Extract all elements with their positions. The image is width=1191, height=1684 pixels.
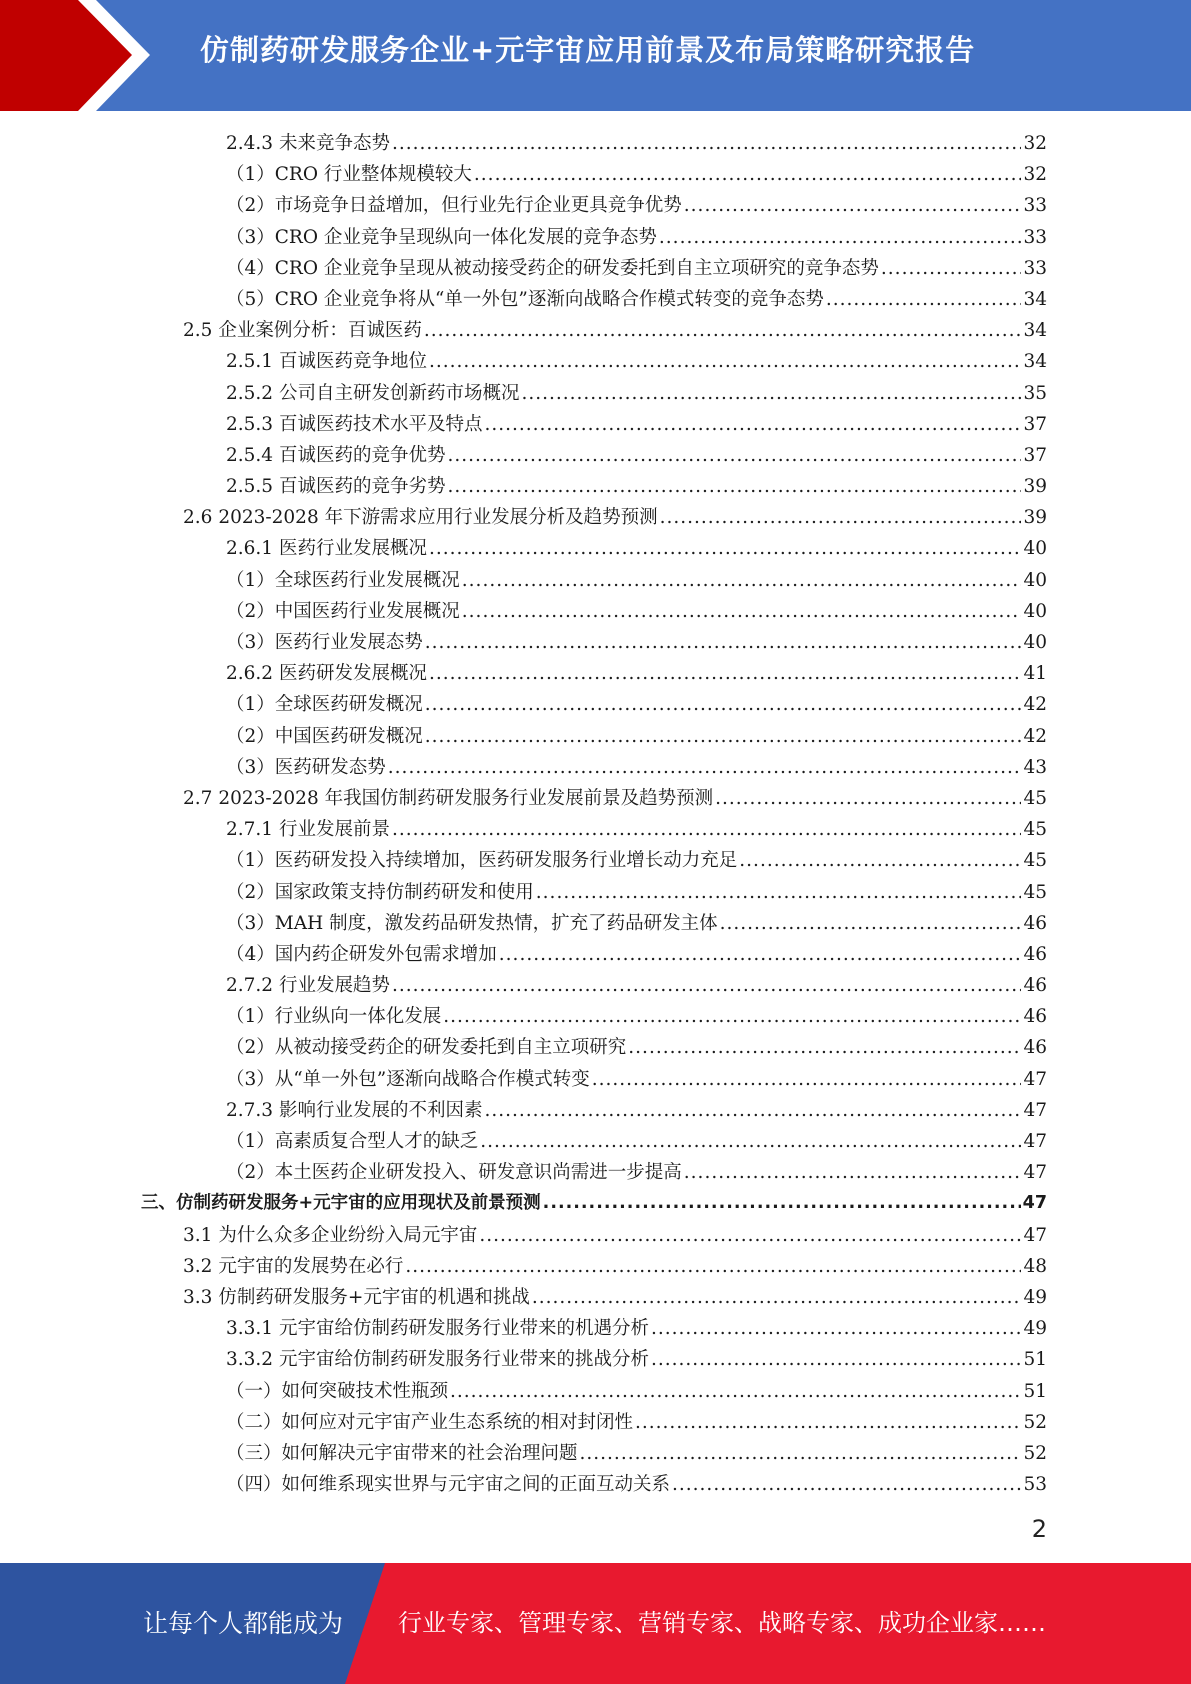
toc-leader-dots — [628, 1032, 1021, 1063]
toc-entry-number: （一） — [226, 1380, 282, 1402]
toc-leader-dots — [424, 315, 1022, 346]
toc-entry[interactable] — [0, 1251, 1047, 1282]
toc-entry-title: 如何应对元宇宙产业生态系统的相对封闭性 — [281, 1411, 634, 1433]
toc-leader-dots — [651, 1344, 1021, 1375]
toc-entry-page: 51 — [1023, 1349, 1047, 1371]
toc-entry-page: 37 — [1023, 413, 1047, 435]
toc-leader-dots — [479, 1220, 1021, 1251]
toc-entry-page: 49 — [1023, 1318, 1047, 1340]
toc-entry-page: 45 — [1023, 819, 1047, 841]
toc-entry-title: 行业发展前景 — [278, 819, 390, 841]
toc-entry-title: 企业案例分析：百诚医药 — [218, 320, 422, 342]
toc-entry-page: 48 — [1023, 1255, 1047, 1277]
toc-leader-dots — [429, 346, 1021, 377]
toc-entry-title: CRO 企业竞争将从“单一外包”逐渐向战略合作模式转变的竞争态势 — [274, 288, 824, 310]
toc-entry-number: （1） — [226, 1131, 275, 1152]
toc-entry-title: 市场竞争日益增加，但行业先行企业更具竞争优势 — [274, 195, 682, 217]
toc-entry-page: 35 — [1023, 382, 1047, 404]
toc-entry[interactable] — [0, 721, 1047, 752]
toc-entry-page: 51 — [1023, 1380, 1047, 1402]
toc-entry-page: 39 — [1023, 476, 1047, 498]
toc-entry-number: 2.5.2 — [226, 382, 279, 404]
toc-entry[interactable] — [0, 1282, 1047, 1313]
toc-entry[interactable] — [0, 1188, 1047, 1219]
toc-entry[interactable] — [0, 1469, 1047, 1500]
toc-entry-title: 医药行业发展态势 — [274, 632, 423, 653]
toc-leader-dots — [429, 533, 1021, 564]
toc-leader-dots — [651, 1313, 1021, 1344]
toc-entry[interactable] — [0, 1032, 1047, 1063]
toc-entry-number: （1） — [226, 694, 275, 716]
page-footer — [0, 1563, 1191, 1684]
toc-entry-title: 从“单一外包”逐渐向战略合作模式转变 — [274, 1068, 590, 1090]
footer-slogan-left: 让每个人都能成为 — [143, 1609, 344, 1638]
toc-leader-dots — [720, 908, 1022, 939]
toc-entry-page: 34 — [1023, 320, 1047, 342]
toc-entry-page: 53 — [1023, 1474, 1047, 1496]
toc-entry-number: 2.7.1 — [226, 819, 279, 841]
toc-entry[interactable] — [0, 1438, 1047, 1469]
toc-entry-title: 本土医药企业研发投入、研发意识尚需进一步提高 — [274, 1162, 682, 1184]
toc-entry-title: 百诚医药的竞争劣势 — [278, 476, 446, 498]
toc-entry[interactable] — [0, 1220, 1047, 1251]
toc-entry-title: 元宇宙给仿制药研发服务行业带来的挑战分析 — [278, 1349, 649, 1371]
page-header — [0, 0, 1191, 111]
toc-leader-dots — [715, 783, 1021, 814]
toc-entry-page: 46 — [1023, 912, 1047, 934]
toc-entry-page: 32 — [1023, 133, 1047, 154]
toc-entry[interactable] — [0, 190, 1047, 221]
toc-leader-dots — [443, 1001, 1021, 1032]
toc-leader-dots — [388, 752, 1022, 783]
toc-entry-number: （3） — [226, 226, 275, 248]
toc-entry-number: 2.7.2 — [226, 975, 279, 997]
page-number: 2 — [1031, 1515, 1047, 1543]
table-of-contents — [0, 128, 1191, 1500]
toc-entry[interactable] — [0, 752, 1047, 783]
toc-entry-number: （1） — [226, 1006, 275, 1028]
toc-entry-page: 46 — [1023, 975, 1047, 997]
toc-entry-number: 2.5.1 — [226, 351, 279, 373]
toc-entry-page: 40 — [1023, 600, 1047, 622]
toc-leader-dots — [826, 284, 1022, 315]
toc-entry-number: 三、 — [141, 1193, 176, 1214]
toc-entry-page: 47 — [1023, 1224, 1047, 1246]
toc-entry-title: 如何维系现实世界与元宇宙之间的正面互动关系 — [281, 1474, 671, 1496]
toc-entry-title: 如何解决元宇宙带来的社会治理问题 — [281, 1442, 578, 1464]
toc-entry-title: 如何突破技术性瓶颈 — [281, 1380, 449, 1402]
toc-entry-page: 34 — [1023, 288, 1047, 310]
toc-leader-dots — [659, 222, 1022, 253]
toc-entry-page: 46 — [1023, 1037, 1047, 1059]
toc-entry-number: 2.5 — [183, 320, 219, 342]
toc-entry[interactable] — [0, 315, 1047, 346]
toc-entry[interactable] — [0, 939, 1047, 970]
toc-entry-number: （2） — [226, 195, 275, 217]
toc-entry-number: 2.5.5 — [226, 476, 279, 498]
toc-entry-number: （2） — [226, 1037, 275, 1059]
toc-entry-title: 全球医药行业发展概况 — [274, 569, 460, 591]
toc-entry[interactable] — [0, 658, 1047, 689]
toc-leader-dots — [881, 253, 1022, 284]
toc-entry[interactable] — [0, 1313, 1047, 1344]
toc-entry-number: 2.7.3 — [226, 1099, 279, 1121]
toc-entry[interactable] — [0, 1376, 1047, 1407]
toc-entry-page: 42 — [1023, 694, 1047, 716]
toc-entry-number: （4） — [226, 257, 275, 279]
toc-entry-page: 47 — [1023, 1099, 1047, 1121]
toc-entry-number: 3.1 — [183, 1224, 219, 1246]
toc-entry-number: （2） — [226, 725, 275, 747]
toc-entry[interactable] — [0, 1001, 1047, 1032]
toc-leader-dots — [543, 1188, 1021, 1219]
toc-entry-number: （5） — [226, 288, 275, 310]
toc-entry[interactable] — [0, 378, 1047, 409]
toc-entry-number: 2.6 — [183, 507, 219, 529]
toc-entry-number: 3.3.1 — [226, 1318, 279, 1340]
toc-entry[interactable] — [0, 1095, 1047, 1126]
toc-entry-number: （2） — [226, 600, 275, 622]
toc-entry-title: 元宇宙给仿制药研发服务行业带来的机遇分析 — [278, 1318, 649, 1340]
toc-entry-title: 国家政策支持仿制药研发和使用 — [274, 881, 534, 903]
toc-leader-dots — [684, 190, 1022, 221]
toc-entry-title: 公司自主研发创新药市场概况 — [278, 382, 520, 404]
toc-entry[interactable] — [0, 409, 1047, 440]
toc-entry[interactable] — [0, 1344, 1047, 1375]
toc-entry-number: （四） — [226, 1474, 282, 1496]
toc-leader-dots — [484, 1095, 1021, 1126]
toc-entry-title: 高素质复合型人才的缺乏 — [274, 1131, 479, 1152]
toc-entry[interactable] — [0, 814, 1047, 845]
toc-leader-dots — [425, 721, 1022, 752]
toc-entry-title: 行业纵向一体化发展 — [274, 1006, 442, 1028]
toc-entry-number: （3） — [226, 632, 275, 653]
toc-entry-page: 52 — [1023, 1442, 1047, 1464]
toc-entry[interactable] — [0, 783, 1047, 814]
report-title: 仿制药研发服务企业+元宇宙应用前景及布局策略研究报告 — [200, 33, 976, 67]
toc-entry-title: 百诚医药的竞争优势 — [278, 444, 446, 466]
toc-entry-page: 33 — [1023, 257, 1047, 279]
toc-leader-dots — [392, 970, 1021, 1001]
toc-entry-title: 2023-2028 年下游需求应用行业发展分析及趋势预测 — [218, 507, 658, 529]
toc-leader-dots — [480, 1126, 1021, 1157]
toc-leader-dots — [499, 939, 1022, 970]
toc-entry[interactable] — [0, 1126, 1047, 1157]
toc-entry-number: 2.5.4 — [226, 444, 279, 466]
toc-entry-title: 全球医药研发概况 — [274, 694, 423, 716]
toc-entry-title: 影响行业发展的不利因素 — [278, 1099, 483, 1121]
footer-slogan-right: 行业专家、管理专家、营销专家、战略专家、成功企业家…… — [398, 1609, 1046, 1637]
toc-entry-page: 32 — [1023, 164, 1047, 186]
toc-entry[interactable] — [0, 908, 1047, 939]
toc-entry-title: 仿制药研发服务+元宇宙的应用现状及前景预测 — [176, 1193, 541, 1214]
toc-entry-page: 46 — [1023, 1006, 1047, 1028]
toc-entry-number: 3.2 — [183, 1255, 219, 1277]
toc-leader-dots — [474, 159, 1022, 190]
toc-entry-title: 从被动接受药企的研发委托到自主立项研究 — [274, 1037, 627, 1059]
toc-entry-page: 40 — [1023, 538, 1047, 560]
toc-leader-dots — [429, 658, 1021, 689]
toc-entry-title: CRO 行业整体规模较大 — [274, 164, 472, 186]
toc-entry-number: （3） — [226, 756, 275, 778]
toc-entry[interactable] — [0, 502, 1047, 533]
toc-entry-page: 45 — [1023, 850, 1047, 872]
toc-entry-number: （2） — [226, 1162, 275, 1184]
toc-entry-title: 医药研发投入持续增加，医药研发服务行业增长动力充足 — [274, 850, 738, 872]
toc-entry[interactable] — [0, 284, 1047, 315]
toc-leader-dots — [684, 1157, 1022, 1188]
toc-entry-number: （二） — [226, 1411, 282, 1433]
toc-entry[interactable] — [0, 565, 1047, 596]
toc-entry[interactable] — [0, 1407, 1047, 1438]
toc-entry-number: （1） — [226, 569, 275, 591]
toc-entry-number: 2.6.2 — [226, 663, 279, 685]
toc-entry-page: 39 — [1023, 507, 1047, 529]
toc-leader-dots — [425, 627, 1022, 658]
toc-entry[interactable] — [0, 346, 1047, 377]
toc-leader-dots — [425, 689, 1022, 720]
toc-leader-dots — [450, 1376, 1021, 1407]
toc-entry[interactable] — [0, 970, 1047, 1001]
toc-entry[interactable] — [0, 471, 1047, 502]
toc-entry[interactable] — [0, 440, 1047, 471]
toc-leader-dots — [660, 502, 1022, 533]
toc-entry-title: 仿制药研发服务+元宇宙的机遇和挑战 — [218, 1286, 530, 1308]
toc-entry-number: 2.6.1 — [226, 538, 279, 560]
toc-entry-title: 百诚医药技术水平及特点 — [278, 413, 483, 435]
toc-entry-page: 41 — [1023, 663, 1047, 685]
toc-entry-title: 行业发展趋势 — [278, 975, 390, 997]
toc-entry[interactable] — [0, 845, 1047, 876]
toc-entry-page: 45 — [1023, 881, 1047, 903]
toc-leader-dots — [672, 1469, 1021, 1500]
toc-entry[interactable] — [0, 533, 1047, 564]
toc-leader-dots — [392, 814, 1021, 845]
toc-entry-page: 47 — [1023, 1131, 1047, 1152]
toc-entry-number: （三） — [226, 1442, 282, 1464]
toc-leader-dots — [635, 1407, 1021, 1438]
toc-leader-dots — [592, 1064, 1022, 1095]
toc-leader-dots — [447, 440, 1021, 471]
toc-entry-title: 2023-2028 年我国仿制药研发服务行业发展前景及趋势预测 — [218, 787, 714, 809]
toc-entry-number: （2） — [226, 881, 275, 903]
toc-entry[interactable] — [0, 159, 1047, 190]
toc-entry-page: 45 — [1023, 787, 1047, 809]
toc-entry-title: 医药研发态势 — [274, 756, 386, 778]
toc-entry-title: CRO 企业竞争呈现纵向一体化发展的竞争态势 — [274, 226, 657, 248]
toc-leader-dots — [462, 596, 1022, 627]
toc-leader-dots — [739, 845, 1021, 876]
toc-entry-title: MAH 制度，激发药品研发热情，扩充了药品研发主体 — [274, 912, 718, 934]
toc-leader-dots — [536, 877, 1022, 908]
toc-entry-page: 46 — [1023, 943, 1047, 965]
toc-entry-title: 为什么众多企业纷纷入局元宇宙 — [218, 1224, 478, 1246]
toc-entry-page: 40 — [1023, 569, 1047, 591]
toc-entry-page: 47 — [1023, 1162, 1047, 1184]
toc-entry-page: 42 — [1023, 725, 1047, 747]
toc-entry-page: 47 — [1023, 1068, 1047, 1090]
toc-entry-title: 百诚医药竞争地位 — [278, 351, 427, 373]
toc-entry[interactable] — [0, 253, 1047, 284]
toc-entry[interactable] — [0, 1064, 1047, 1095]
toc-entry[interactable] — [0, 222, 1047, 253]
toc-entry-title: 中国医药研发概况 — [274, 725, 423, 747]
toc-entry[interactable] — [0, 627, 1047, 658]
toc-entry[interactable] — [0, 596, 1047, 627]
toc-leader-dots — [405, 1251, 1021, 1282]
toc-entry[interactable] — [0, 689, 1047, 720]
toc-entry-page: 43 — [1023, 756, 1047, 778]
toc-entry[interactable] — [0, 1157, 1047, 1188]
toc-entry-page: 40 — [1023, 632, 1047, 653]
toc-entry-number: （4） — [226, 943, 275, 965]
toc-entry-page: 37 — [1023, 444, 1047, 466]
toc-entry-number: 2.5.3 — [226, 413, 279, 435]
toc-entry[interactable] — [0, 877, 1047, 908]
toc-entry-title: 元宇宙的发展势在必行 — [218, 1255, 404, 1277]
toc-entry-title: 医药行业发展概况 — [278, 538, 427, 560]
toc-entry-title: 医药研发发展概况 — [278, 663, 427, 685]
toc-entry-number: 3.3 — [183, 1286, 219, 1308]
toc-entry-number: 2.7 — [183, 787, 219, 809]
toc-leader-dots — [580, 1438, 1022, 1469]
header-arrow-decoration — [0, 0, 150, 111]
toc-leader-dots — [462, 565, 1022, 596]
toc-entry-number: 2.4.3 — [226, 133, 279, 154]
toc-entry-title: 未来竞争态势 — [278, 133, 390, 154]
toc-entry-title: 国内药企研发外包需求增加 — [274, 943, 497, 965]
toc-leader-dots — [392, 128, 1021, 159]
toc-entry-page: 47 — [1022, 1193, 1047, 1214]
toc-entry[interactable] — [0, 128, 1047, 159]
toc-entry-title: CRO 企业竞争呈现从被动接受药企的研发委托到自主立项研究的竞争态势 — [274, 257, 879, 279]
toc-entry-number: （1） — [226, 850, 275, 872]
toc-entry-number: （3） — [226, 912, 275, 934]
toc-entry-page: 52 — [1023, 1411, 1047, 1433]
toc-leader-dots — [447, 471, 1021, 502]
toc-entry-title: 中国医药行业发展概况 — [274, 600, 460, 622]
toc-entry-number: （3） — [226, 1068, 275, 1090]
toc-entry-number: 3.3.2 — [226, 1349, 279, 1371]
toc-entry-page: 33 — [1023, 195, 1047, 217]
toc-entry-page: 33 — [1023, 226, 1047, 248]
toc-leader-dots — [532, 1282, 1022, 1313]
toc-entry-number: （1） — [226, 164, 275, 186]
toc-entry-page: 49 — [1023, 1286, 1047, 1308]
toc-entry-page: 34 — [1023, 351, 1047, 373]
toc-leader-dots — [521, 378, 1021, 409]
toc-leader-dots — [484, 409, 1021, 440]
